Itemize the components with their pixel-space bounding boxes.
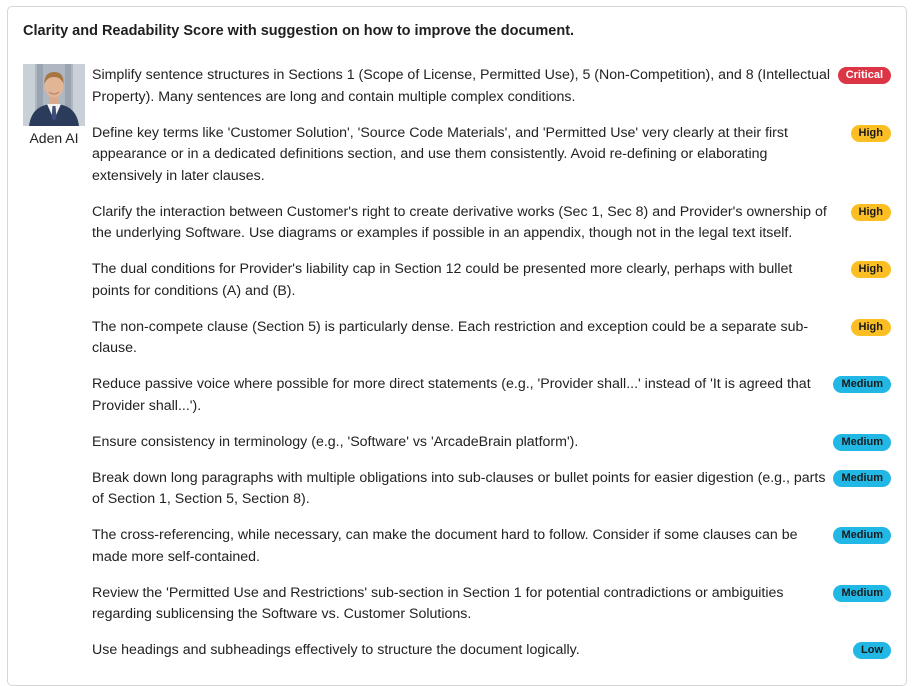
panel-title: Clarity and Readability Score with suggestion on how to improve the document. — [23, 23, 575, 39]
suggestion-text: The non-compete clause (Section 5) is particularly dense. Each restriction and exception could be a separate sub-clause. — [92, 318, 809, 356]
suggestion-text: Ensure consistency in terminology (e.g., 'Software' vs 'ArcadeBrain platform'). — [92, 433, 579, 450]
suggestion-text: Define key terms like 'Customer Solution', 'Source Code Materials', and 'Permitted Use' very clearly at their first appearance or in a dedicated definitions section, and use them consistently. Avoid re-defining or elaborating extensively in later clauses. — [92, 124, 788, 184]
suggestion-text: Review the 'Permitted Use and Restrictions' sub-section in Section 1 for potential contradictions or ambiguities regarding sublicensing the Software vs. Customer Solutions. — [92, 584, 784, 622]
suggestion-item — [92, 259, 892, 302]
priority-badge: Medium — [833, 376, 891, 393]
suggestion-text: The dual conditions for Provider's liability cap in Section 12 could be presented more clearly, perhaps with bullet points for conditions (A) and (B). — [92, 261, 793, 299]
author-block — [22, 64, 86, 146]
suggestion-text: Break down long paragraphs with multiple obligations into sub-clauses or bullet points for easier digestion (e.g., parts of Section 1, Section 5, Section 8). — [92, 469, 826, 507]
suggestion-item — [92, 525, 892, 568]
priority-badge: High — [851, 204, 891, 221]
priority-badge: Medium — [833, 527, 891, 544]
suggestion-text: Clarify the interaction between Customer's right to create derivative works (Sec 1, Sec 8) and Provider's ownership of the underlying Software. Use diagrams or examples if possible in an appendix, though not in the legal text itself. — [92, 203, 827, 241]
suggestion-item — [92, 640, 892, 662]
priority-badge: High — [851, 261, 891, 278]
suggestion-list — [92, 65, 892, 676]
suggestion-item — [92, 432, 892, 454]
suggestion-text: The cross-referencing, while necessary, can make the document hard to follow. Consider if some clauses can be made more self-contained. — [92, 527, 798, 565]
suggestion-item — [92, 374, 892, 417]
suggestion-item — [92, 468, 892, 511]
suggestion-item — [92, 317, 892, 360]
priority-badge: High — [851, 125, 891, 142]
suggestion-item — [92, 123, 892, 188]
priority-badge: Medium — [833, 585, 891, 602]
priority-badge: Low — [853, 642, 891, 659]
priority-badge: Medium — [833, 470, 891, 487]
avatar — [23, 64, 85, 126]
priority-badge: Medium — [833, 434, 891, 451]
suggestion-item — [92, 202, 892, 245]
suggestion-text: Reduce passive voice where possible for more direct statements (e.g., 'Provider shall...' instead of 'It is agreed that Provider shall...'). — [92, 376, 811, 414]
suggestions-panel — [7, 6, 907, 686]
priority-badge: Critical — [838, 67, 891, 84]
avatar-portrait-icon — [23, 64, 85, 126]
suggestion-text: Use headings and subheadings effectively to structure the document logically. — [92, 642, 580, 658]
suggestion-text: Simplify sentence structures in Sections 1 (Scope of License, Permitted Use), 5 (Non-Competition), and 8 (Intellectual Property). Many sentences are long and contain multiple complex conditions. — [92, 67, 831, 105]
priority-badge: High — [851, 319, 891, 336]
author-name: Aden AI — [29, 130, 79, 146]
suggestion-item — [92, 65, 892, 108]
suggestion-item — [92, 583, 892, 626]
